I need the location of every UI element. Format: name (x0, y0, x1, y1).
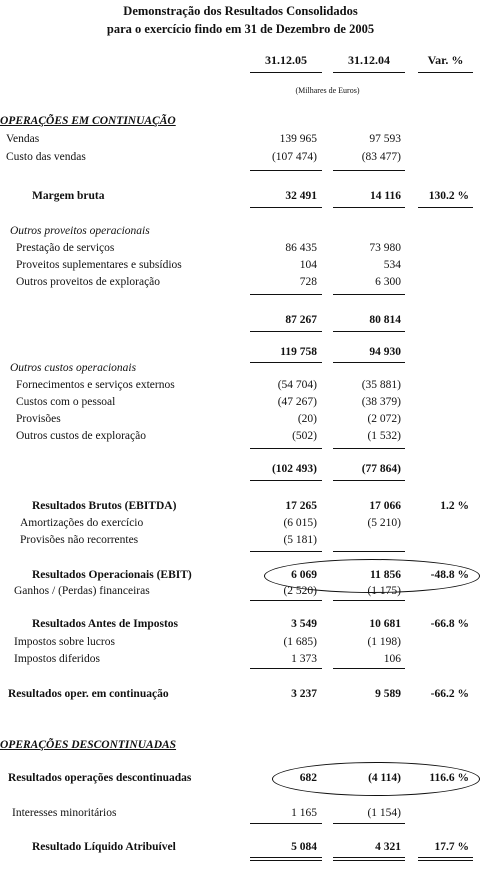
table-row (0, 805, 481, 822)
table-row (0, 188, 481, 205)
subsection-other-income (0, 223, 481, 240)
value-2005: 17 265 (285, 500, 317, 512)
value-2005: 3 237 (291, 688, 317, 700)
value-2005: (47 267) (277, 396, 317, 408)
double-rule (250, 857, 322, 858)
table-row (0, 839, 481, 856)
row-label: Custo das vendas (6, 151, 86, 163)
row-label: Resultados Brutos (EBITDA) (32, 500, 177, 512)
table-row (0, 634, 481, 651)
value-2004: 73 980 (369, 242, 401, 254)
row-label: Amortizações do exercício (20, 517, 144, 529)
table-row (0, 394, 481, 411)
document-subtitle: para o exercício findo em 31 de Dezembro de 2005 (106, 22, 375, 36)
value-2004: 94 930 (369, 346, 401, 358)
value-2005: 3 549 (291, 618, 317, 630)
value-2004: (38 379) (361, 396, 401, 408)
value-2005: 728 (299, 276, 317, 288)
row-label: Outros custos de exploração (16, 430, 146, 442)
value-2004: 97 593 (369, 133, 401, 145)
value-variation: 17.7 % (434, 841, 469, 853)
value-2005: (54 704) (277, 379, 317, 391)
total-rule (333, 331, 405, 332)
value-2005: 119 758 (280, 346, 317, 358)
row-label: Margem bruta (32, 190, 105, 202)
row-label: Custos com o pessoal (16, 396, 116, 408)
value-2004: 10 681 (369, 618, 401, 630)
value-2005: 104 (299, 259, 317, 271)
subtotal-rule (250, 294, 322, 295)
table-row (0, 274, 481, 291)
section-continuing-operations (0, 113, 481, 130)
value-2004: (1 198) (367, 636, 401, 648)
row-label: OPERAÇÕES DESCONTINUADAS (0, 739, 177, 751)
highlight-ellipse (264, 559, 480, 593)
value-2005: (20) (297, 413, 317, 425)
table-row (0, 515, 481, 532)
value-2004: 534 (383, 259, 401, 271)
row-label: Impostos sobre lucros (14, 636, 115, 648)
total-rule (250, 331, 322, 332)
subtotal-rule (333, 448, 405, 449)
subtotal-rule (333, 600, 405, 601)
value-2005: 6 069 (291, 569, 317, 581)
value-2004: (5 210) (367, 517, 401, 529)
double-rule (333, 857, 405, 858)
table-row (0, 240, 481, 257)
row-label: Outros proveitos operacionais (10, 225, 150, 237)
value-2005: 139 965 (279, 133, 317, 145)
subtotal-rule (250, 551, 322, 552)
value-2005: (2 520) (283, 585, 317, 597)
row-label: Resultados Antes de Impostos (32, 618, 179, 630)
subtotal-rule (250, 448, 322, 449)
table-row (0, 461, 481, 478)
subtotal-rule (333, 551, 405, 552)
header-rule (418, 72, 473, 73)
value-2004: 106 (383, 653, 401, 665)
table-row (0, 257, 481, 274)
value-2004: (77 864) (361, 463, 401, 475)
value-2004: (2 072) (367, 413, 401, 425)
value-2004: 11 856 (370, 569, 401, 581)
table-row (0, 651, 481, 668)
table-row (0, 686, 481, 703)
column-header-2004: 31.12.04 (348, 53, 390, 67)
value-2004: (1 175) (367, 585, 401, 597)
table-row (0, 498, 481, 515)
table-row (0, 149, 481, 166)
row-label: Resultados operações descontinuadas (8, 772, 192, 784)
total-rule (250, 480, 322, 481)
table-row (0, 428, 481, 445)
value-2004: (35 881) (361, 379, 401, 391)
table-row (0, 411, 481, 428)
value-2004: (1 154) (367, 807, 401, 819)
value-2005: 5 084 (291, 841, 317, 853)
table-row (0, 377, 481, 394)
row-label: Outros proveitos de exploração (16, 276, 161, 288)
total-rule (418, 207, 473, 208)
total-rule (333, 480, 405, 481)
subtotal-rule (250, 823, 322, 824)
row-label: Provisões (16, 413, 61, 425)
subsection-other-costs (0, 360, 481, 377)
value-2005: (102 493) (271, 463, 317, 475)
row-label: Provisões não recorrentes (20, 534, 139, 546)
subtotal-rule (250, 668, 322, 669)
row-label: Resultados oper. em continuação (8, 688, 169, 700)
row-label: Fornecimentos e serviços externos (16, 379, 175, 391)
value-2005: 1 373 (291, 653, 317, 665)
header-rule (333, 72, 405, 73)
row-label: Interesses minoritários (12, 807, 117, 819)
column-header-variation: Var. % (427, 53, 464, 67)
double-rule (418, 860, 473, 861)
table-row (0, 312, 481, 329)
value-2005: 86 435 (285, 242, 317, 254)
row-label: Ganhos / (Perdas) financeiras (14, 585, 150, 597)
subtotal-rule (333, 294, 405, 295)
row-label: Vendas (6, 133, 40, 145)
value-2005: 682 (299, 772, 317, 784)
double-rule (333, 860, 405, 861)
row-label: OPERAÇÕES EM CONTINUAÇÃO (0, 115, 176, 127)
highlight-ellipse (272, 762, 480, 796)
value-2004: 6 300 (375, 276, 401, 288)
units-note: (Milhares de Euros) (295, 86, 360, 95)
table-row (0, 532, 481, 549)
header-rule (250, 72, 322, 73)
value-variation: -66.2 % (430, 688, 469, 700)
subtotal-rule (250, 600, 322, 601)
value-2005: 1 165 (291, 807, 317, 819)
row-label: Prestação de serviços (16, 242, 115, 254)
row-label: Impostos diferidos (14, 653, 100, 665)
value-2004: 4 321 (375, 841, 401, 853)
section-discontinued-operations (0, 737, 481, 754)
value-variation: -66.8 % (430, 618, 469, 630)
value-variation: 130.2 % (428, 190, 469, 202)
value-2005: (5 181) (283, 534, 317, 546)
value-2005: (107 474) (271, 151, 317, 163)
table-row (0, 344, 481, 361)
value-variation: 116.6 % (429, 772, 469, 784)
total-rule (333, 207, 405, 208)
total-rule (250, 207, 322, 208)
value-2005: (6 015) (283, 517, 317, 529)
value-2004: (4 114) (368, 772, 401, 784)
table-row (0, 131, 481, 148)
value-2004: 14 116 (370, 190, 401, 202)
value-2005: 87 267 (285, 314, 317, 326)
subtotal-rule (333, 668, 405, 669)
row-label: Resultados Operacionais (EBIT) (32, 569, 192, 581)
column-header-2005: 31.12.05 (265, 53, 307, 67)
subtotal-rule (250, 170, 322, 171)
row-label: Resultado Líquido Atribuível (32, 841, 176, 853)
double-rule (250, 860, 322, 861)
value-variation: -48.8 % (430, 569, 469, 581)
row-label: Outros custos operacionais (10, 362, 137, 374)
value-2004: (1 532) (367, 430, 401, 442)
value-2005: 32 491 (285, 190, 317, 202)
value-2004: 17 066 (369, 500, 401, 512)
value-2005: (1 685) (283, 636, 317, 648)
subtotal-rule (333, 170, 405, 171)
value-2004: 9 589 (375, 688, 401, 700)
value-2004: 80 814 (369, 314, 401, 326)
row-label: Proveitos suplementares e subsídios (16, 259, 182, 271)
value-2005: (502) (292, 430, 317, 442)
value-2004: (83 477) (361, 151, 401, 163)
value-variation: 1.2 % (440, 500, 469, 512)
double-rule (418, 857, 473, 858)
subtotal-rule (333, 823, 405, 824)
table-row (0, 616, 481, 633)
document-title: Demonstração dos Resultados Consolidados (123, 4, 358, 18)
